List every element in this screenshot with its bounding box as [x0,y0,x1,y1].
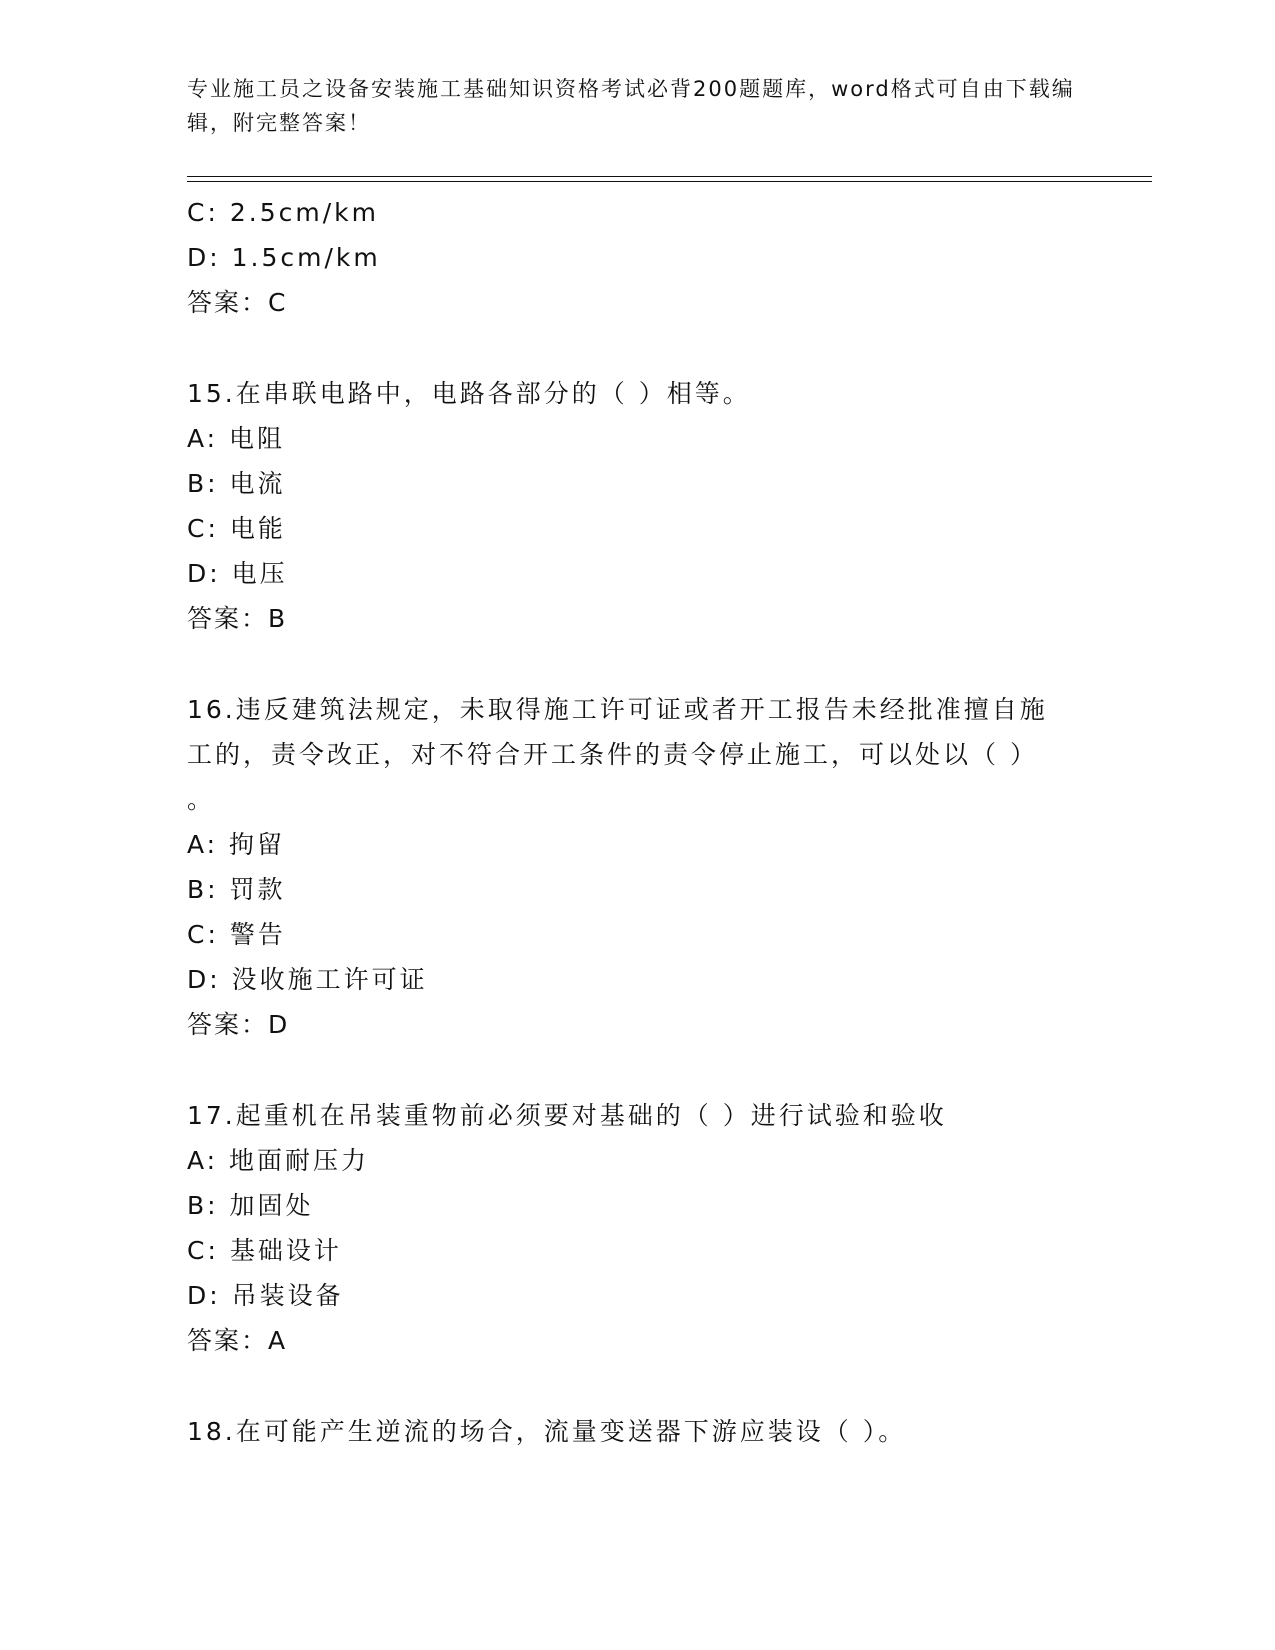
question-16-option-d: D: 没收施工许可证 [187,965,428,994]
document-header: 专业施工员之设备安装施工基础知识资格考试必背200题题库，word格式可自由下载编辑，附完整答案！ [187,77,1075,135]
option-c: C: 2.5cm/km [187,198,379,227]
question-17-answer: 答案：A [187,1326,288,1355]
question-18-text: 18.在可能产生逆流的场合，流量变送器下游应装设（ ）。 [187,1417,907,1446]
question-15-option-b: B: 电流 [187,469,286,498]
question-15-option-d: D: 电压 [187,559,288,588]
answer-line: 答案：C [187,288,288,317]
header-rule-top [187,176,1152,177]
question-16-option-a: A: 拘留 [187,830,286,859]
question-15-text: 15.在串联电路中，电路各部分的（ ）相等。 [187,379,751,408]
question-content [187,190,1087,1454]
question-15-answer: 答案：B [187,604,288,633]
question-17-option-a: A: 地面耐压力 [187,1146,370,1175]
question-16-option-b: B: 罚款 [187,875,286,904]
question-17-text: 17.起重机在吊装重物前必须要对基础的（ ）进行试验和验收 [187,1101,947,1130]
question-16-text-line-2: 工的，责令改正，对不符合开工条件的责令停止施工，可以处以（ ） [187,740,1038,769]
question-15-option-a: A: 电阻 [187,424,286,453]
option-d: D: 1.5cm/km [187,243,381,272]
question-17-option-d: D: 吊装设备 [187,1281,344,1310]
header-rule-bottom [187,181,1152,182]
question-16-answer: 答案：D [187,1010,290,1039]
question-16-text-line-3: 。 [187,785,216,814]
question-17-option-b: B: 加固处 [187,1191,314,1220]
question-15-option-c: C: 电能 [187,514,286,543]
question-16-text-line-1: 16.违反建筑法规定，未取得施工许可证或者开工报告未经批准擅自施 [187,695,1048,724]
question-17-option-c: C: 基础设计 [187,1236,342,1265]
question-16-option-c: C: 警告 [187,920,286,949]
